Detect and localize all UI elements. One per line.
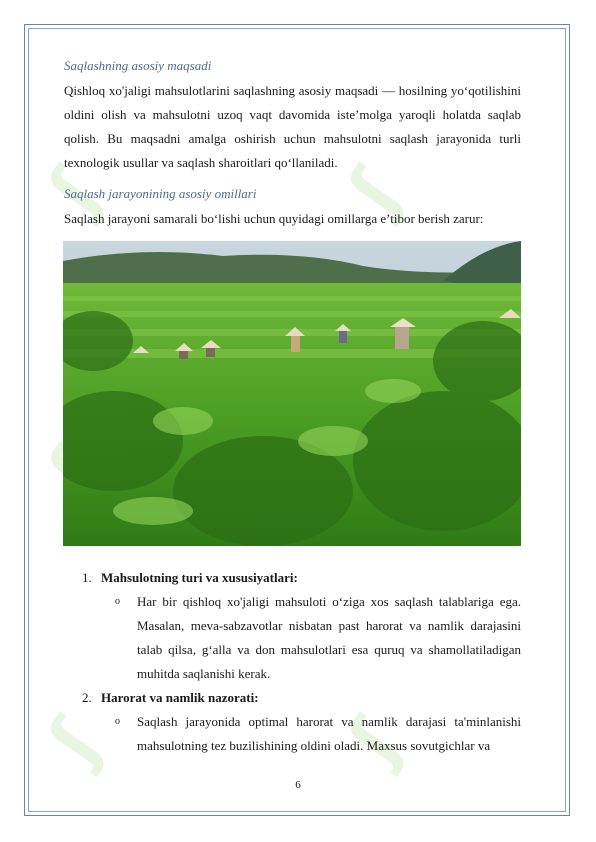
watermark-logo: ʃ bbox=[32, 155, 117, 227]
list-subitem bbox=[64, 590, 521, 686]
paragraph-storage-purpose: Qishloq xo'jaligi mahsulotlarini saqlashning asosiy maqsadi — hosilning yo‘qotilishini oldini olish va mahsulotni uzoq vaqt davomida iste’molga yaroqli holatda saqlab qolish. Bu maqsadni amalga oshirish uchun mahsulotni saqlash jarayonida turli texnologik usullar va saqlash sharoitlari qo‘llaniladi. bbox=[64, 83, 521, 170]
list-item bbox=[64, 566, 521, 590]
watermark-logo: ʃ bbox=[332, 705, 417, 777]
tea-plantation-photo bbox=[63, 241, 521, 546]
list-number: 2. bbox=[82, 690, 92, 705]
section-heading-storage-factors: Saqlash jarayonining asosiy omillari bbox=[64, 186, 257, 201]
list-subitem-text: Har bir qishloq xo'jaligi mahsuloti o‘ziga xos saqlash talablariga ega. Masalan, meva-sabzavotlar nisbatan past harorat va namlik darajasini talab qilsa, g‘alla va don mahsulotlari esa quruq va shamollatiladigan muhitda saqlanishi kerak. bbox=[137, 594, 521, 681]
list-number: 1. bbox=[82, 570, 92, 585]
list-subitem bbox=[64, 710, 521, 758]
paragraph-storage-factors: Saqlash jarayoni samarali bo‘lishi uchun quyidagi omillarga e’tibor berish zarur: bbox=[64, 211, 484, 226]
list-item bbox=[64, 686, 521, 710]
text-section bbox=[64, 57, 521, 231]
list-item-title: Mahsulotning turi va xususiyatlari: bbox=[101, 570, 298, 585]
page-number: 6 bbox=[295, 779, 301, 791]
bullet-icon: o bbox=[115, 596, 120, 607]
section-heading-storage-purpose: Saqlashning asosiy maqsadi bbox=[64, 58, 212, 73]
watermark-logo: ʃ bbox=[332, 155, 417, 227]
bullet-icon: o bbox=[115, 716, 120, 727]
watermark-logo: ʃ bbox=[32, 705, 117, 777]
list-item-title: Harorat va namlik nazorati: bbox=[101, 690, 259, 705]
list-subitem-text: Saqlash jarayonida optimal harorat va namlik darajasi ta'minlanishi mahsulotning tez buzilishining oldini oladi. Maxsus sovutgichlar va bbox=[137, 714, 521, 753]
storage-factors-list bbox=[64, 566, 521, 758]
